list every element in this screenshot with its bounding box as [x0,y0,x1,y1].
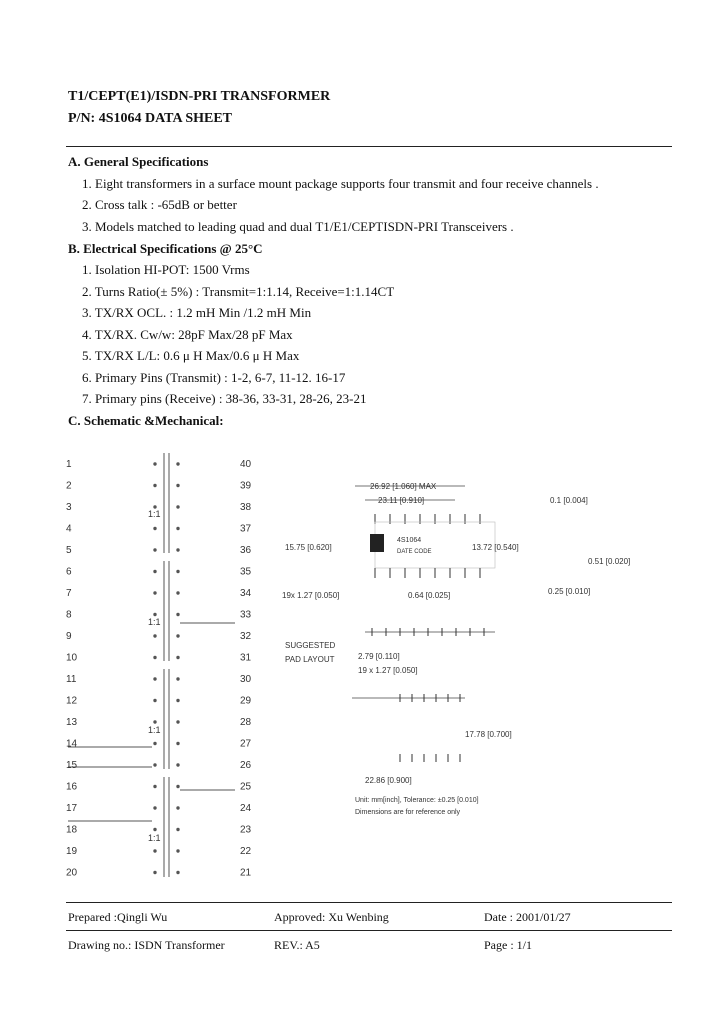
right-pin-label: 35 [240,566,252,578]
logo-mark [370,534,384,552]
winding-dot [154,613,156,615]
pad-w-label: 2.79 [0.110] [358,652,400,661]
note-text: Unit: mm[inch], Tolerance: ±0.25 [0.010] [355,797,479,804]
electrical-spec-item: 5. TX/RX L/L: 0.6 μ H Max/0.6 μ H Max [82,348,300,363]
pcb-label: SUGGESTED [285,641,336,650]
left-pin-label: 1 [66,459,72,470]
winding-dot [154,549,156,551]
header-divider [66,146,672,147]
approved-by: Approved: Xu Wenbing [274,910,389,924]
winding-dot [154,850,156,852]
winding-dot [177,463,179,465]
winding-dot [177,484,179,486]
winding-dot [154,592,156,594]
winding-dot [177,785,179,787]
right-pin-label: 38 [240,502,252,513]
page-number: Page : 1/1 [484,938,532,952]
winding-dot [154,635,156,637]
right-pin-label: 25 [240,781,252,793]
winding-dot [154,828,156,830]
prepared-by: Prepared :Qingli Wu [68,910,168,924]
right-pin-label: 24 [240,803,252,814]
schematic-heading: C. Schematic &Mechanical: [68,413,224,428]
left-pin-label: 15 [66,760,78,771]
electrical-spec-item: 2. Turns Ratio(± 5%) : Transmit=1:1.14, Receive=1:1.14CT [82,284,395,299]
left-pin-label: 8 [66,609,72,621]
drawing-number: Drawing no.: ISDN Transformer [68,938,225,952]
right-pin-label: 37 [240,523,252,535]
left-pin-label: 19 [66,846,78,857]
winding-dot [177,828,179,830]
right-pin-label: 31 [240,652,252,664]
right-pin-label: 22 [240,846,252,857]
winding-dot [177,807,179,809]
right-pin-label: 30 [240,674,252,685]
left-pin-label: 13 [66,717,78,728]
left-pin-label: 17 [66,803,78,814]
right-pin-label: 40 [240,459,252,470]
electrical-specs-heading: B. Electrical Specifications @ 25°C [68,241,263,256]
winding-dot [177,699,179,701]
left-pin-label: 18 [66,824,78,836]
winding-dot [177,764,179,766]
note-text: Dimensions are for reference only [355,809,461,816]
footer-divider [66,902,672,903]
left-pin-label: 11 [66,674,77,685]
left-pin-label: 16 [66,781,78,793]
right-pin-label: 36 [240,545,252,556]
schematic-diagram [60,445,280,890]
winding-dot [154,463,156,465]
turns-ratio-label: 1:1 [148,617,161,627]
part-number: P/N: 4S1064 DATA SHEET [68,111,233,126]
winding-dot [177,871,179,873]
winding-dot [154,678,156,680]
winding-dot [154,742,156,744]
dim-top-label: 26.92 [1.060] MAX [370,482,437,491]
electrical-spec-item: 3. TX/RX OCL. : 1.2 mH Min /1.2 mH Min [82,305,312,320]
dim-side-label: 0.1 [0.004] [550,496,588,505]
right-pin-label: 29 [240,695,252,707]
left-pin-label: 14 [66,738,78,750]
general-spec-item: 2. Cross talk : -65dB or better [82,197,237,212]
winding-dot [154,656,156,658]
right-pin-label: 33 [240,609,252,621]
winding-dot [177,506,179,508]
winding-dot [154,871,156,873]
left-pin-label: 3 [66,502,72,513]
turns-ratio-label: 1:1 [148,833,161,843]
winding-dot [177,570,179,572]
turns-ratio-label: 1:1 [148,509,161,519]
winding-dot [177,635,179,637]
pad-label: 0.64 [0.025] [408,591,451,600]
left-pin-label: 5 [66,545,72,556]
general-specs-heading: A. General Specifications [68,154,209,169]
pitch-label: 19x 1.27 [0.050] [282,591,340,600]
electrical-spec-item: 7. Primary pins (Receive) : 38-36, 33-31, 28-26, 23-21 [82,391,367,406]
general-spec-item: 1. Eight transformers in a surface mount package supports four transmit and four receive channels . [82,176,599,191]
right-pin-label: 23 [240,824,252,836]
pad-h-label: 17.78 [0.700] [465,730,512,739]
right-pin-label: 21 [240,867,252,879]
right-pin-label: 39 [240,480,252,492]
winding-dot [177,742,179,744]
left-pin-label: 4 [66,523,72,535]
left-pin-label: 20 [66,867,78,879]
winding-dot [177,527,179,529]
right-pin-label: 26 [240,760,252,771]
winding-dot [177,850,179,852]
left-pin-label: 10 [66,652,78,664]
document-title: T1/CEPT(E1)/ISDN-PRI TRANSFORMER [68,89,331,104]
lead-thick-label: 0.25 [0.010] [548,587,591,596]
winding-dot [177,678,179,680]
logo-subtext: DATE CODE [397,549,432,555]
date: Date : 2001/01/27 [484,910,571,924]
winding-dot [177,721,179,723]
right-pin-label: 34 [240,588,252,599]
logo-text: 4S1064 [397,537,422,544]
winding-dot [154,570,156,572]
winding-dot [154,721,156,723]
pcb-label: PAD LAYOUT [285,655,335,664]
revision: REV.: A5 [274,938,320,952]
electrical-spec-item: 1. Isolation HI-POT: 1500 Vrms [82,262,250,277]
left-pin-label: 6 [66,566,72,578]
dim-top2-label: 23.11 [0.910] [378,496,425,505]
electrical-spec-item: 4. TX/RX. Cw/w: 28pF Max/28 pF Max [82,327,293,342]
dim-lead-label: 0.51 [0.020] [588,557,631,566]
turns-ratio-label: 1:1 [148,725,161,735]
dim-width-label: 15.75 [0.620] [285,543,332,552]
left-pin-label: 12 [66,695,78,707]
winding-dot [154,699,156,701]
electrical-spec-item: 6. Primary Pins (Transmit) : 1-2, 6-7, 11-12. 16-17 [82,370,346,385]
winding-dot [154,785,156,787]
right-pin-label: 27 [240,738,252,750]
pad-span-label: 22.86 [0.900] [365,776,412,785]
winding-dot [154,807,156,809]
dim-body-label: 13.72 [0.540] [472,543,519,552]
winding-dot [154,506,156,508]
footer-divider [66,930,672,931]
left-pin-label: 2 [66,480,72,492]
right-pin-label: 32 [240,631,252,642]
mechanical-drawing [280,470,670,820]
left-pin-label: 7 [66,588,72,599]
left-pin-label: 9 [66,631,72,642]
winding-dot [154,527,156,529]
winding-dot [177,656,179,658]
winding-dot [177,613,179,615]
winding-dot [177,549,179,551]
pad-pitch-label: 19 x 1.27 [0.050] [358,666,418,675]
winding-dot [177,592,179,594]
winding-dot [154,764,156,766]
general-spec-item: 3. Models matched to leading quad and dual T1/E1/CEPTISDN-PRI Transceivers . [82,219,514,234]
right-pin-label: 28 [240,717,252,728]
winding-dot [154,484,156,486]
